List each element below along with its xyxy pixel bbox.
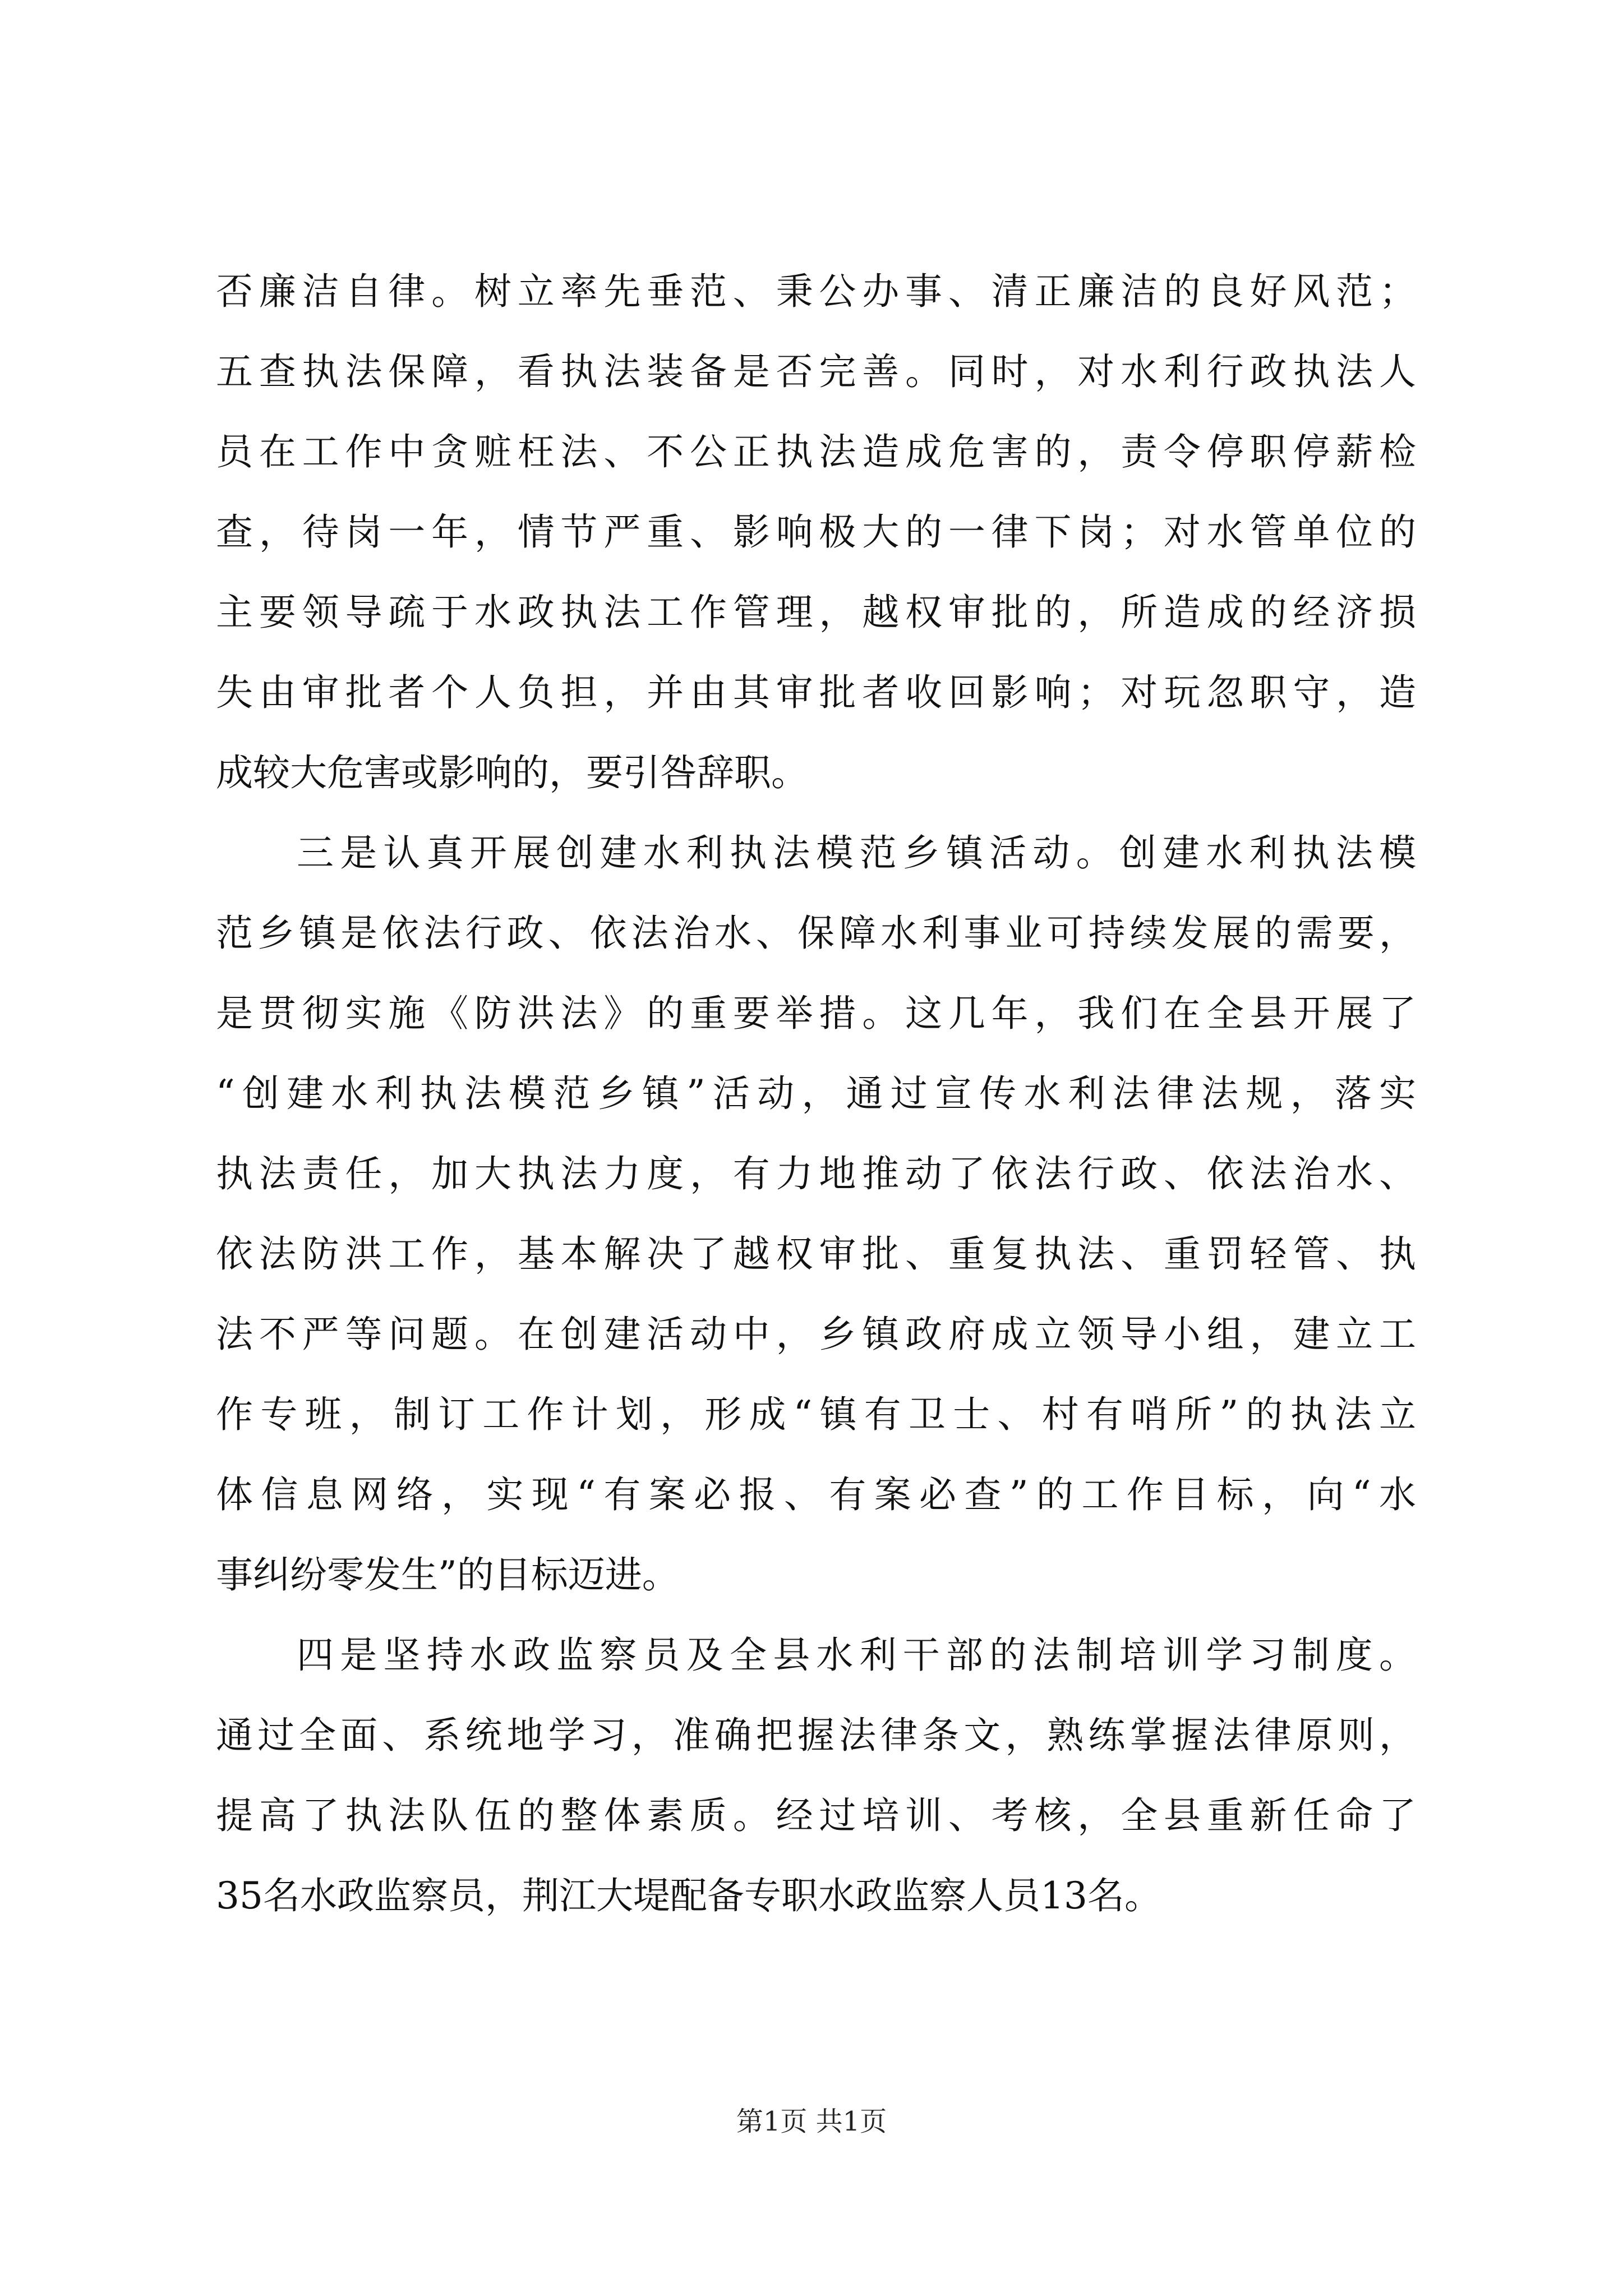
text-line: 四是坚持水政监察员及全县水利干部的法制培训学习制度。 — [297, 1634, 1416, 1677]
text-line: 范乡镇是依法行政、依法治水、保障水利事业可持续发展的需要， — [216, 912, 1416, 955]
text-line: 否廉洁自律。树立率先垂范、秉公办事、清正廉洁的良好风范； — [216, 270, 1416, 313]
document-body — [216, 251, 1416, 1936]
text-line: 事纠纷零发生”的目标迈进。 — [216, 1553, 679, 1596]
paragraph-3 — [216, 1615, 1416, 1936]
paragraph-2 — [216, 813, 1416, 1615]
text-line: 成较大危害或影响的，要引咎辞职。 — [216, 751, 808, 794]
text-line: 主要领导疏于水政执法工作管理，越权审批的，所造成的经济损 — [216, 591, 1416, 634]
text-line: 是贯彻实施《防洪法》的重要举措。这几年，我们在全县开展了 — [216, 992, 1416, 1035]
text-line: “创建水利执法模范乡镇”活动，通过宣传水利法律法规，落实 — [216, 1072, 1416, 1115]
text-line: 五查执法保障，看执法装备是否完善。同时，对水利行政执法人 — [216, 350, 1416, 393]
text-line: 执法责任，加大执法力度，有力地推动了依法行政、依法治水、 — [216, 1152, 1416, 1195]
text-line: 查，待岗一年，情节严重、影响极大的一律下岗；对水管单位的 — [216, 510, 1416, 554]
text-line: 35名水政监察员，荆江大堤配备专职水政监察人员13名。 — [216, 1874, 1161, 1917]
text-line: 员在工作中贪赃枉法、不公正执法造成危害的，责令停职停薪检 — [216, 430, 1416, 473]
text-line: 作专班，制订工作计划，形成“镇有卫士、村有哨所”的执法立 — [216, 1393, 1416, 1436]
text-line: 体信息网络，实现“有案必报、有案必查”的工作目标，向“水 — [216, 1473, 1416, 1516]
text-line: 三是认真开展创建水利执法模范乡镇活动。创建水利执法模 — [297, 831, 1416, 875]
text-line: 通过全面、系统地学习，准确把握法律条文，熟练掌握法律原则， — [216, 1714, 1416, 1757]
paragraph-1 — [216, 251, 1416, 813]
text-line: 提高了执法队伍的整体素质。经过培训、考核，全县重新任命了 — [216, 1794, 1416, 1837]
text-line: 依法防洪工作，基本解决了越权审批、重复执法、重罚轻管、执 — [216, 1232, 1416, 1276]
page-number: 第1页 共1页 — [736, 2106, 887, 2137]
text-line: 法不严等问题。在创建活动中，乡镇政府成立领导小组，建立工 — [216, 1313, 1416, 1356]
text-line: 失由审批者个人负担，并由其审批者收回影响；对玩忽职守，造 — [216, 671, 1416, 714]
